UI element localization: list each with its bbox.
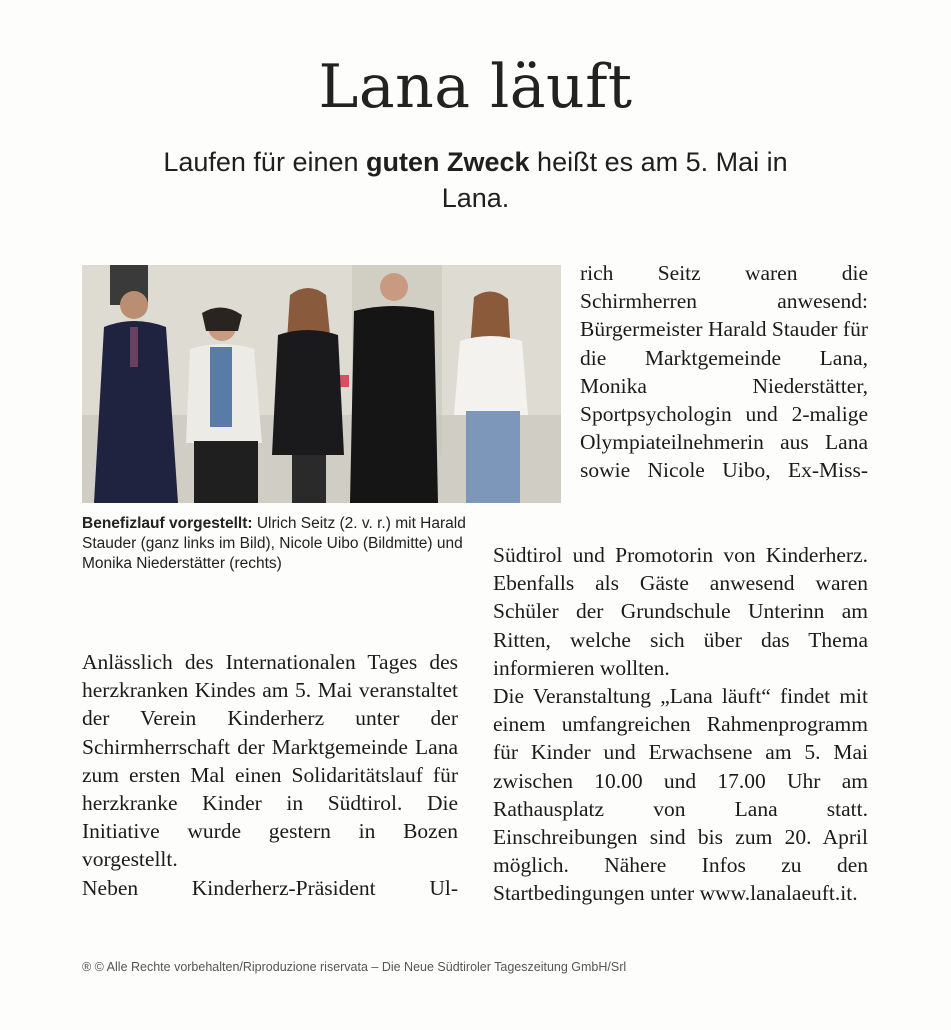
photo-group-icon xyxy=(82,265,561,503)
photo-caption xyxy=(82,514,482,574)
right-column-main xyxy=(493,541,868,908)
right-column-top xyxy=(580,259,868,485)
left-column xyxy=(82,648,458,902)
article-subtitle xyxy=(150,144,801,216)
caption-text: Ulrich Seitz (2. v. r.) mit Harald Stauder (ganz links im Bild), Nicole Uibo (Bildmitte) und Monika Niederstätter (rechts) xyxy=(82,515,466,572)
caption-bold: Benefizlauf vorgestellt: xyxy=(82,515,253,532)
copyright-footer: ® © Alle Rechte vorbehalten/Riproduzione riservata – Die Neue Südtiroler Tageszeitung GmbH/Srl xyxy=(82,960,627,974)
article-title: Lana läuft xyxy=(318,52,633,122)
subtitle-text-2: heißt es am 5. Mai in Lana. xyxy=(441,147,788,213)
subtitle-text-1: Laufen für einen xyxy=(163,147,367,177)
left-column-paragraph-2: Neben Kinderherz-Präsident Ul- xyxy=(82,875,458,900)
right-top-paragraph: rich Seitz waren die Schirmherren anwesend: Bürgermeister Harald Stauder für die Marktgemeinde Lana, Monika Niederstätter, Sportpsychologin und 2-malige Olympiateilnehmerin aus Lana sowie Nicole Uibo, Ex-Miss- xyxy=(580,261,868,483)
right-main-paragraph-2: Die Veranstaltung „Lana läuft“ findet mit einem umfangreichen Rahmenprogramm für Kinder und Erwachsene am 5. Mai zwischen 10.00 und 17.00 Uhr am Rathausplatz von Lana statt. Einschreibungen sind bis zum 20. April möglich. Nähere Infos zu den Startbedingungen unter www.lanalaeuft.it. xyxy=(493,684,868,906)
left-column-paragraph: Anlässlich des Internationalen Tages des herzkranken Kindes am 5. Mai veranstaltet der Verein Kinderherz unter der Schirmherrschaft der Marktgemeinde Lana zum ersten Mal einen Solidaritätslauf für herzkranke Kinder in Südtirol. Die Initiative wurde gestern in Bozen vorgestellt. xyxy=(82,650,458,872)
article-photo xyxy=(82,265,561,503)
right-main-paragraph-1: Südtirol und Promotorin von Kinderherz. Ebenfalls als Gäste anwesend waren Schüler der Grundschule Unterinn am Ritten, welche sich über das Thema informieren wollten. xyxy=(493,543,868,680)
subtitle-bold: guten Zweck xyxy=(366,147,530,177)
